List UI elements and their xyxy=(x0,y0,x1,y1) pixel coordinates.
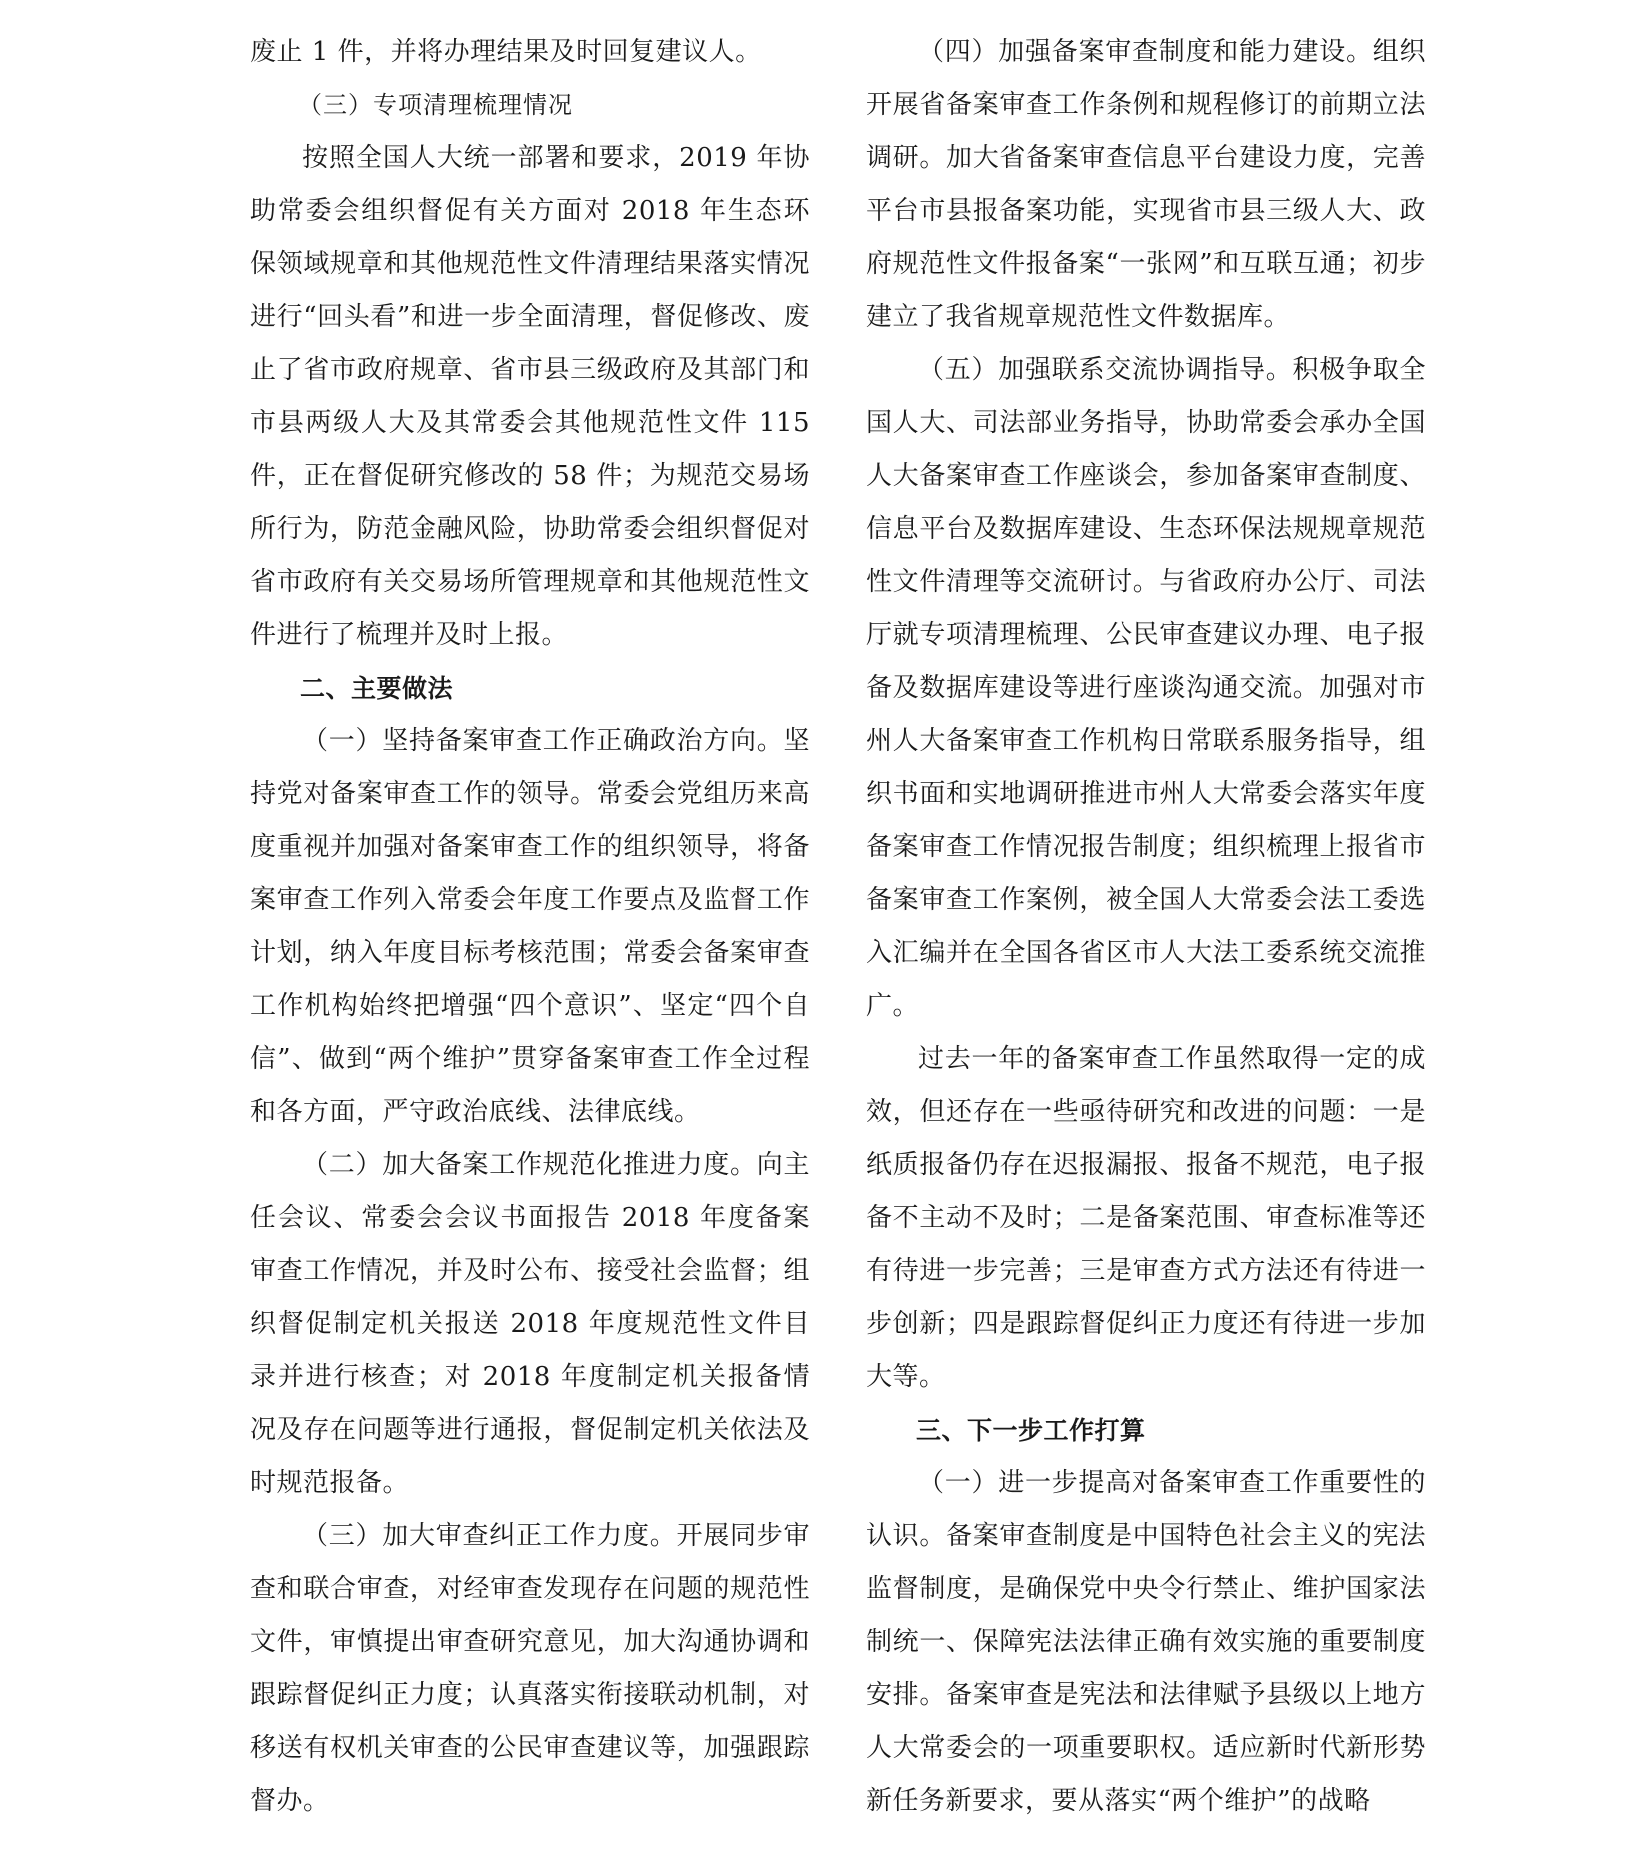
paragraph-continuation: 废止 1 件，并将办理结果及时回复建议人。 xyxy=(250,37,762,67)
section-heading-main-practices: 二、主要做法 xyxy=(300,674,454,703)
paragraph-special-cleanup: 按照全国人大统一部署和要求，2019 年协助常委会组织督促有关方面对 2018 年生态环保领域规章和其他规范性文件清理结果落实情况进行“回头看”和进一步全面清理，督促修改、废止了省市政府规章、省市县三级政府及其部门和市县两级人大及其常委会其他规范性文件 115 件，正在督促研究修改的 58 件；为规范交易场所行为，防范金融风险，协助常委会组织督促对省市政府有关交易场所管理规章和其他规范性文件进行了梳理并及时上报。 xyxy=(250,143,810,650)
paragraph-importance: （一）进一步提高对备案审查工作重要性的认识。备案审查制度是中国特色社会主义的宪法监督制度，是确保党中央令行禁止、维护国家法制统一、保障宪法法律正确有效实施的重要制度安排。备案审查是宪法和法律赋予县级以上地方人大常委会的一项重要职权。适应新时代新形势新任务新要求，要从落实“两个维护”的战略 xyxy=(866,1468,1426,1816)
paragraph-liaison-exchange: （五）加强联系交流协调指导。积极争取全国人大、司法部业务指导，协助常委会承办全国人大备案审查工作座谈会，参加备案审查制度、信息平台及数据库建设、生态环保法规规章规范性文件清理等交流研讨。与省政府办公厅、司法厅就专项清理梳理、公民审查建议办理、电子报备及数据库建设等进行座谈沟通交流。加强对市州人大备案审查工作机构日常联系服务指导，组织书面和实地调研推进市州人大常委会落实年度备案审查工作情况报告制度；组织梳理上报省市备案审查工作案例，被全国人大常委会法工委选入汇编并在全国各省区市人大法工委系统交流推广。 xyxy=(866,355,1426,1021)
paragraph-filing-standardization: （二）加大备案工作规范化推进力度。向主任会议、常委会会议书面报告 2018 年度备案审查工作情况，并及时公布、接受社会监督；组织督促制定机关报送 2018 年度规范性文件目录并进行核查；对 2018 年度制定机关报备情况及存在问题等进行通报，督促制定机关依法及时规范报备。 xyxy=(250,1150,810,1498)
section-heading-next-steps: 三、下一步工作打算 xyxy=(916,1416,1146,1445)
paragraph-review-correction: （三）加大审查纠正工作力度。开展同步审查和联合审查，对经审查发现存在问题的规范性文件，审慎提出审查研究意见，加大沟通协调和跟踪督促纠正力度；认真落实衔接联动机制，对移送有权机关审查的公民审查建议等，加强跟踪督办。 xyxy=(250,1521,810,1816)
subheading-special-cleanup: （三）专项清理梳理情况 xyxy=(298,91,573,119)
right-column xyxy=(866,26,1426,1828)
paragraph-political-direction: （一）坚持备案审查工作正确政治方向。坚持党对备案审查工作的领导。常委会党组历来高度重视并加强对备案审查工作的组织领导，将备案审查工作列入常委会年度工作要点及监督工作计划，纳入年度目标考核范围；常委会备案审查工作机构始终把增强“四个意识”、坚定“四个自信”、做到“两个维护”贯穿备案审查工作全过程和各方面，严守政治底线、法律底线。 xyxy=(250,726,810,1127)
left-column xyxy=(250,26,810,1828)
paragraph-system-capacity: （四）加强备案审查制度和能力建设。组织开展省备案审查工作条例和规程修订的前期立法调研。加大省备案审查信息平台建设力度，完善平台市县报备案功能，实现省市县三级人大、政府规范性文件报备案“一张网”和互联互通；初步建立了我省规章规范性文件数据库。 xyxy=(866,37,1426,332)
paragraph-problems: 过去一年的备案审查工作虽然取得一定的成效，但还存在一些亟待研究和改进的问题：一是纸质报备仍存在迟报漏报、报备不规范，电子报备不主动不及时；二是备案范围、审查标准等还有待进一步完善；三是审查方式方法还有待进一步创新；四是跟踪督促纠正力度还有待进一步加大等。 xyxy=(866,1044,1426,1392)
